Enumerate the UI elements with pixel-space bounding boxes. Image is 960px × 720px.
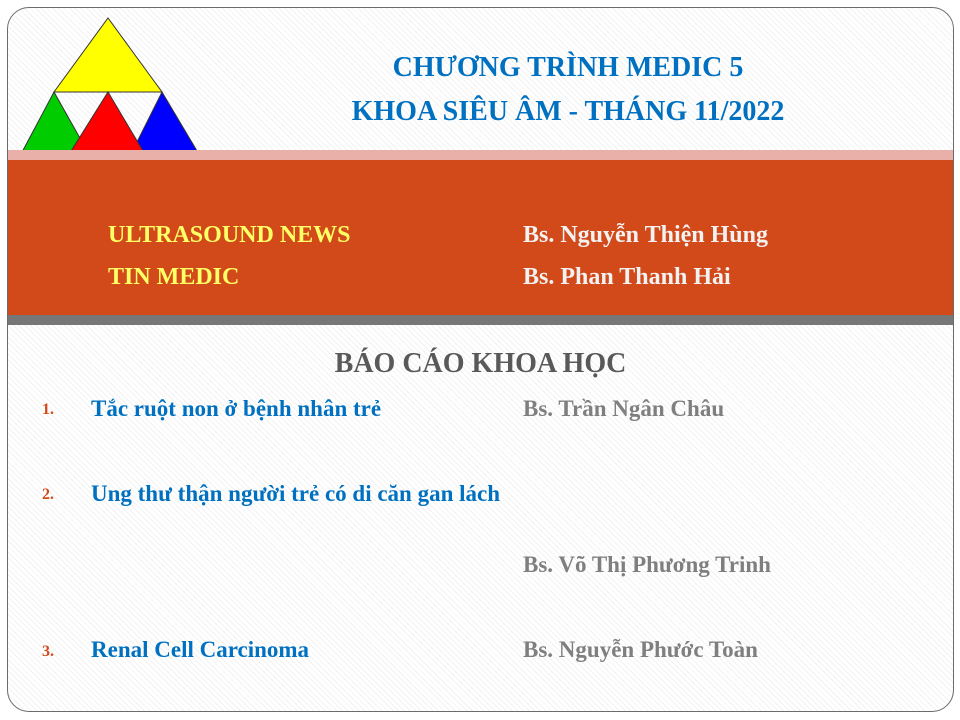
- band-row-1-doctor: Bs. Nguyễn Thiện Hùng: [523, 222, 768, 248]
- report-number-1: 1.: [42, 401, 54, 418]
- band-top-stripe: [8, 150, 953, 160]
- report-topic-1: Tắc ruột non ở bệnh nhân trẻ: [91, 396, 382, 421]
- report-number-2: 2.: [42, 486, 54, 503]
- title-line-1: CHƯƠNG TRÌNH MEDIC 5: [392, 52, 744, 83]
- triangle-logo-icon: [20, 16, 200, 156]
- report-topic-2: Ung thư thận người trẻ có di căn gan lách: [91, 481, 501, 506]
- report-topic-3: Renal Cell Carcinoma: [91, 637, 310, 662]
- page-title: [238, 46, 898, 134]
- report-number-3: 3.: [42, 643, 54, 660]
- title-line-2: KHOA SIÊU ÂM - THÁNG 11/2022: [351, 96, 785, 127]
- band-row-2-label: TIN MEDIC: [108, 264, 240, 290]
- report-doctor-3: Bs. Nguyễn Phước Toàn: [523, 637, 758, 662]
- slide: [7, 7, 954, 712]
- band-row-1-label: ULTRASOUND NEWS: [108, 222, 351, 248]
- report-doctor-1: Bs. Trần Ngân Châu: [523, 396, 725, 421]
- band-row-2-doctor: Bs. Phan Thanh Hải: [523, 264, 731, 290]
- section-title: BÁO CÁO KHOA HỌC: [334, 348, 627, 379]
- report-doctor-2: Bs. Võ Thị Phương Trinh: [523, 552, 771, 577]
- news-band: [8, 160, 953, 325]
